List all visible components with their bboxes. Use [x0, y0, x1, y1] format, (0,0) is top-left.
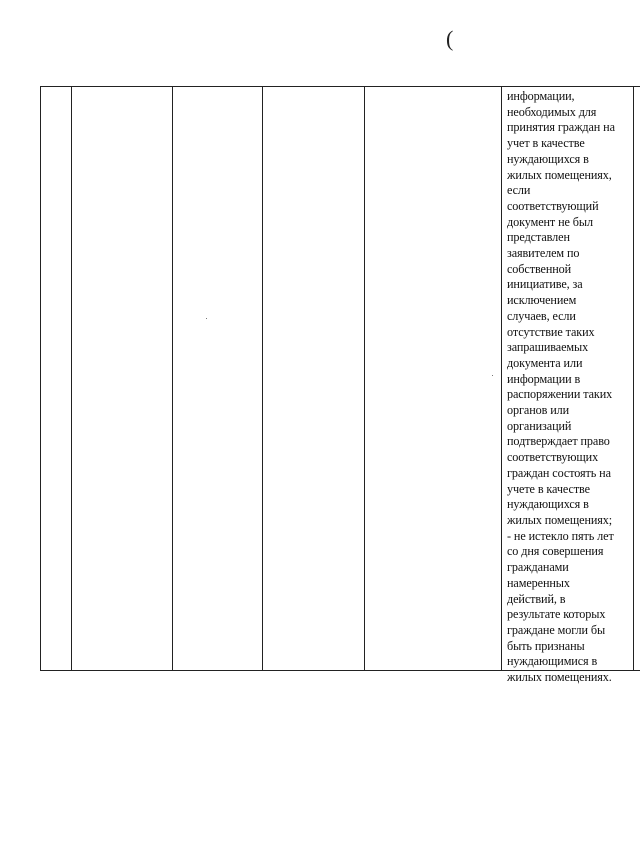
table-column-border [262, 86, 263, 671]
table-column-border [40, 86, 41, 671]
table-column-border [501, 86, 502, 671]
table-column-border [364, 86, 365, 671]
scan-speck [206, 318, 207, 319]
table-column-border [172, 86, 173, 671]
table-column-border [633, 86, 634, 671]
scan-speck [492, 375, 493, 376]
page-mark: ( [446, 26, 454, 51]
table-cell-conditions: информации, необходимых для принятия граждан на учет в качестве нуждающихся в жилых помещениях, если соответствующий документ не был представлен заявителем по собственной инициативе, за исключением случаев, если отсутствие таких запрашиваемых документа или информации в распоряжении таких органов или организаций подтверждает право соответствующих граждан состоять на учете в качестве нуждающихся в жилых помещениях; - не истекло пять лет со дня совершения гражданами намеренных действий, в результате которых граждане могли бы быть признаны нуждающимися в жилых помещениях. [507, 89, 615, 685]
table-column-border [71, 86, 72, 671]
